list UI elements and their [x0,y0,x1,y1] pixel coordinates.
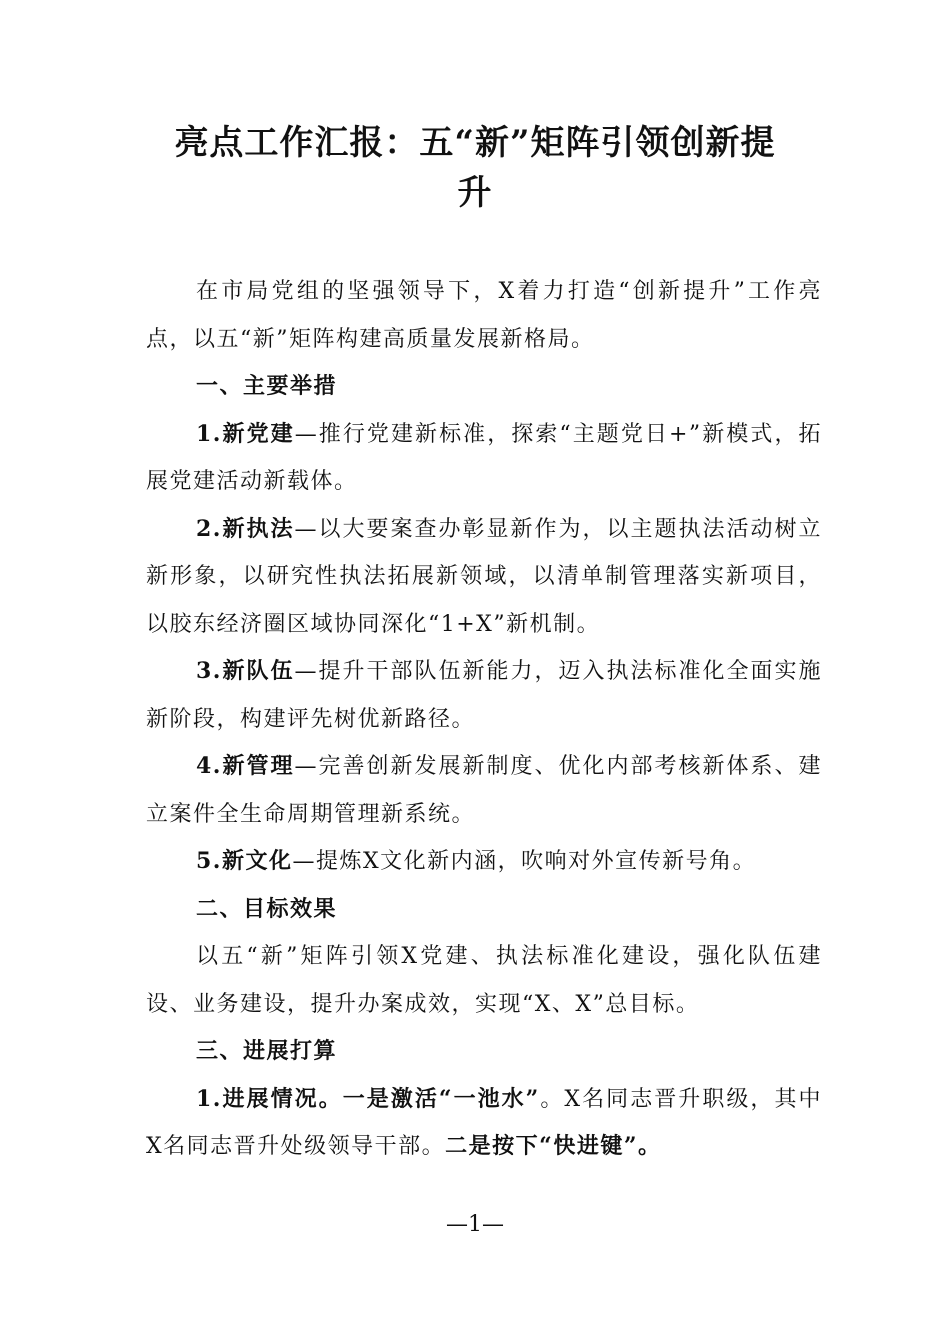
page-number: —1— [446,1212,504,1237]
measure-item [146,648,822,743]
section-heading-progress: 三、进展打算 [196,1038,338,1064]
title-line-2: 升 [457,173,493,213]
measure-text: —完善创新发展新制度、优化内部考核新体系、建立案件全生命周期管理新系统。 [146,754,822,827]
intro-paragraph: 在市局党组的坚强领导下，X着力打造“创新提升”工作亮点，以五“新”矩阵构建高质量发展新格局。 [146,279,822,352]
measure-item [146,506,822,649]
progress-label: 1.进展情况。一是激活“一池水” [196,1085,540,1112]
progress-item [146,1076,822,1171]
document-title [120,118,830,218]
measure-label: 1.新党建 [196,420,295,447]
measure-text: —提炼X文化新内涵，吹响对外宣传新号角。 [292,849,757,874]
progress-tail: 二是按下“快进键”。 [445,1133,662,1159]
progress-text: 。X名同志晋升职级，其中X名同志晋升处级领导干部。 [146,1086,822,1159]
measure-text: —提升干部队伍新能力，迈入执法标准化全面实施新阶段，构建评先树优新路径。 [146,659,822,732]
measure-label: 2.新执法 [196,515,295,542]
document-body [146,268,822,1171]
measure-item [146,411,822,506]
measure-item [146,838,822,886]
goals-paragraph: 以五“新”矩阵引领X党建、执法标准化建设，强化队伍建设、业务建设，提升办案成效，实现“X、X”总目标。 [146,944,822,1017]
measure-label: 4.新管理 [196,753,295,779]
section-heading-goals: 二、目标效果 [196,895,338,922]
measure-label: 5.新文化 [196,848,293,874]
measure-text: —推行党建新标准，探索“主题党日+”新模式，拓展党建活动新载体。 [146,421,823,494]
section-heading-measures: 一、主要举措 [196,373,338,399]
measure-label: 3.新队伍 [196,658,295,684]
title-line-1: 亮点工作汇报：五“新”矩阵引领创新提 [174,123,776,163]
measure-text: —以大要案查办彰显新作为，以主题执法活动树立新形象，以研究性执法拓展新领域，以清单制管理落实新项目，以胶东经济圈区域协同深化“1+X”新机制。 [146,516,822,637]
measure-item [146,743,822,838]
